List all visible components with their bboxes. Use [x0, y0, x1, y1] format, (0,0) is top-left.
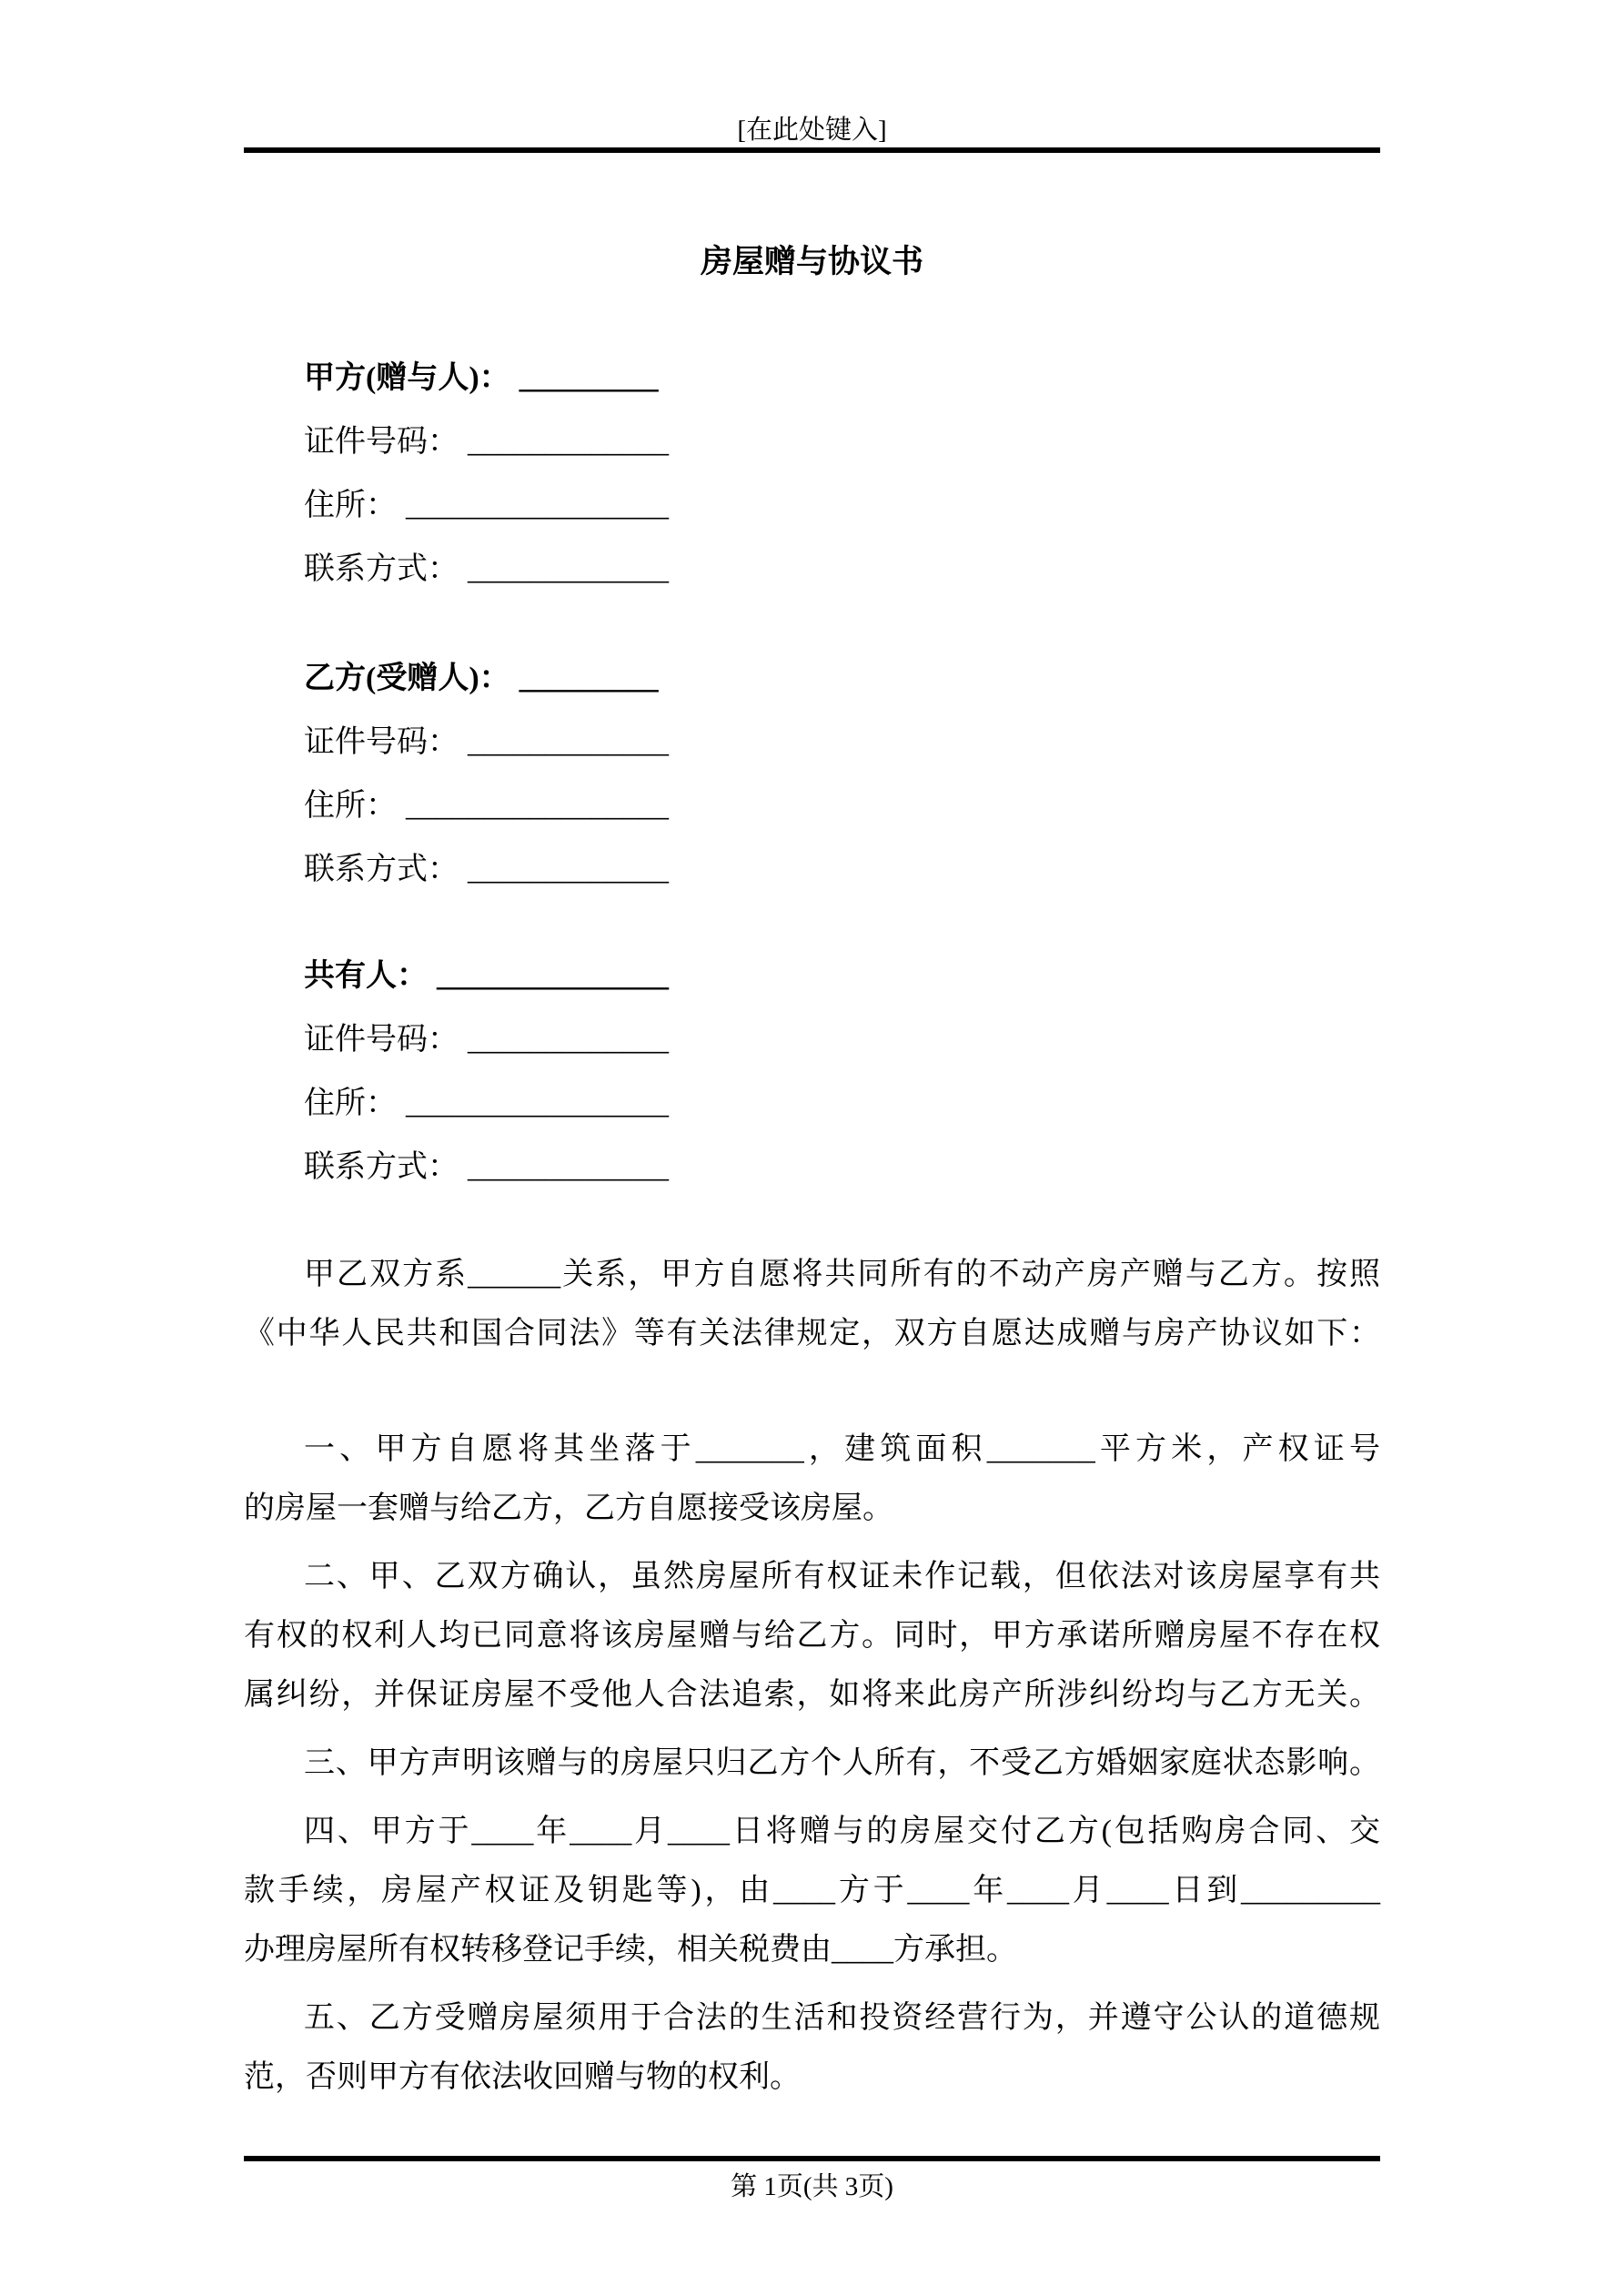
- party-b-label: 乙方(受赠人)：: [304, 662, 510, 695]
- co-owner-address-line: [244, 1072, 1380, 1136]
- co-owner-title-line: [244, 945, 1380, 1008]
- text-line: 办理房屋所有权转移登记手续，相关税费由____方承担。: [244, 1933, 1017, 1967]
- party-a-contact-line: [244, 538, 1380, 602]
- text-line: 五、乙方受赠房屋须用于合法的生活和投资经营行为，并遵守公认的道德规: [304, 2001, 1380, 2035]
- party-b-title-line: [244, 647, 1380, 711]
- text-line: 《中华人民共和国合同法》等有关法律规定，双方自愿达成赠与房产协议如下：: [244, 1317, 1380, 1350]
- paragraph-clause-4: [244, 1802, 1380, 1979]
- paragraph-intro: [244, 1245, 1380, 1363]
- field-label: 证件号码：: [304, 725, 459, 759]
- text-line: 属纠纷，并保证房屋不受他人合法追索，如将来此房产所涉纠纷均与乙方无关。: [244, 1678, 1380, 1712]
- text-line: 甲乙双方系______关系，甲方自愿将共同所有的不动产房产赠与乙方。按照: [304, 1258, 1380, 1291]
- field-label: 住所：: [304, 789, 397, 823]
- fill-in-blank: _____________: [468, 1023, 669, 1057]
- text-line: 的房屋一套赠与给乙方，乙方自愿接受该房屋。: [244, 1492, 893, 1525]
- fill-in-blank: _________________: [406, 489, 669, 522]
- co-owner-id-line: [244, 1008, 1380, 1072]
- text-line: 四、甲方于____年____月____日将赠与的房屋交付乙方(包括购房合同、交: [304, 1815, 1380, 1848]
- text-line: 一、甲方自愿将其坐落于_______，建筑面积_______平方米，产权证号: [304, 1432, 1380, 1466]
- fill-in-blank: _________________: [406, 789, 669, 823]
- footer-rule: [244, 2156, 1380, 2161]
- paragraph-clause-5: [244, 1988, 1380, 2107]
- fill-in-blank: _________________: [406, 1087, 669, 1120]
- field-label: 联系方式：: [304, 552, 459, 586]
- fill-in-blank: _____________: [468, 552, 669, 586]
- co-owner-contact-line: [244, 1136, 1380, 1199]
- header-rule: [244, 147, 1380, 153]
- party-b-id-line: [244, 711, 1380, 774]
- fill-in-blank: _____________: [468, 853, 669, 886]
- fill-in-blank: _____________: [468, 1150, 669, 1184]
- fill-in-blank: _____________: [468, 725, 669, 759]
- text-line: 范，否则甲方有依法收回赠与物的权利。: [244, 2060, 801, 2094]
- co-owner-name-blank: _______________: [437, 959, 669, 993]
- fill-in-blank: _____________: [468, 425, 669, 459]
- party-a-address-line: [244, 474, 1380, 538]
- text-line: 款手续，房屋产权证及钥匙等)，由____方于____年____月____日到_________: [244, 1874, 1380, 1907]
- agreement-body: [244, 1245, 1380, 2116]
- text-line: 三、甲方声明该赠与的房屋只归乙方个人所有，不受乙方婚姻家庭状态影响。: [304, 1746, 1380, 1780]
- paragraph-clause-3: [244, 1734, 1380, 1793]
- field-label: 住所：: [304, 1087, 397, 1120]
- paragraph-clause-2: [244, 1547, 1380, 1725]
- party-b-name-blank: _________: [519, 662, 659, 695]
- field-label: 证件号码：: [304, 425, 459, 459]
- party-a-section: [244, 347, 1380, 602]
- field-label: 证件号码：: [304, 1023, 459, 1057]
- paragraph-clause-1: [244, 1420, 1380, 1538]
- document-title: 房屋赠与协议书: [700, 244, 923, 279]
- party-b-address-line: [244, 774, 1380, 838]
- page-number: 第 1页(共 3页): [731, 2172, 893, 2201]
- party-a-name-blank: _________: [519, 361, 659, 395]
- text-line: 有权的权利人均已同意将该房屋赠与给乙方。同时，甲方承诺所赠房屋不存在权: [244, 1619, 1380, 1653]
- header-placeholder: [在此处键入]: [737, 116, 887, 145]
- party-a-title-line: [244, 347, 1380, 410]
- field-label: 住所：: [304, 489, 397, 522]
- party-a-label: 甲方(赠与人)：: [304, 361, 510, 395]
- party-b-contact-line: [244, 838, 1380, 902]
- field-label: 联系方式：: [304, 1150, 459, 1184]
- party-a-id-line: [244, 410, 1380, 474]
- co-owner-label: 共有人：: [304, 959, 428, 993]
- text-line: 二、甲、乙双方确认，虽然房屋所有权证未作记载，但依法对该房屋享有共: [304, 1560, 1380, 1593]
- co-owner-section: [244, 945, 1380, 1199]
- party-b-section: [244, 647, 1380, 902]
- field-label: 联系方式：: [304, 853, 459, 886]
